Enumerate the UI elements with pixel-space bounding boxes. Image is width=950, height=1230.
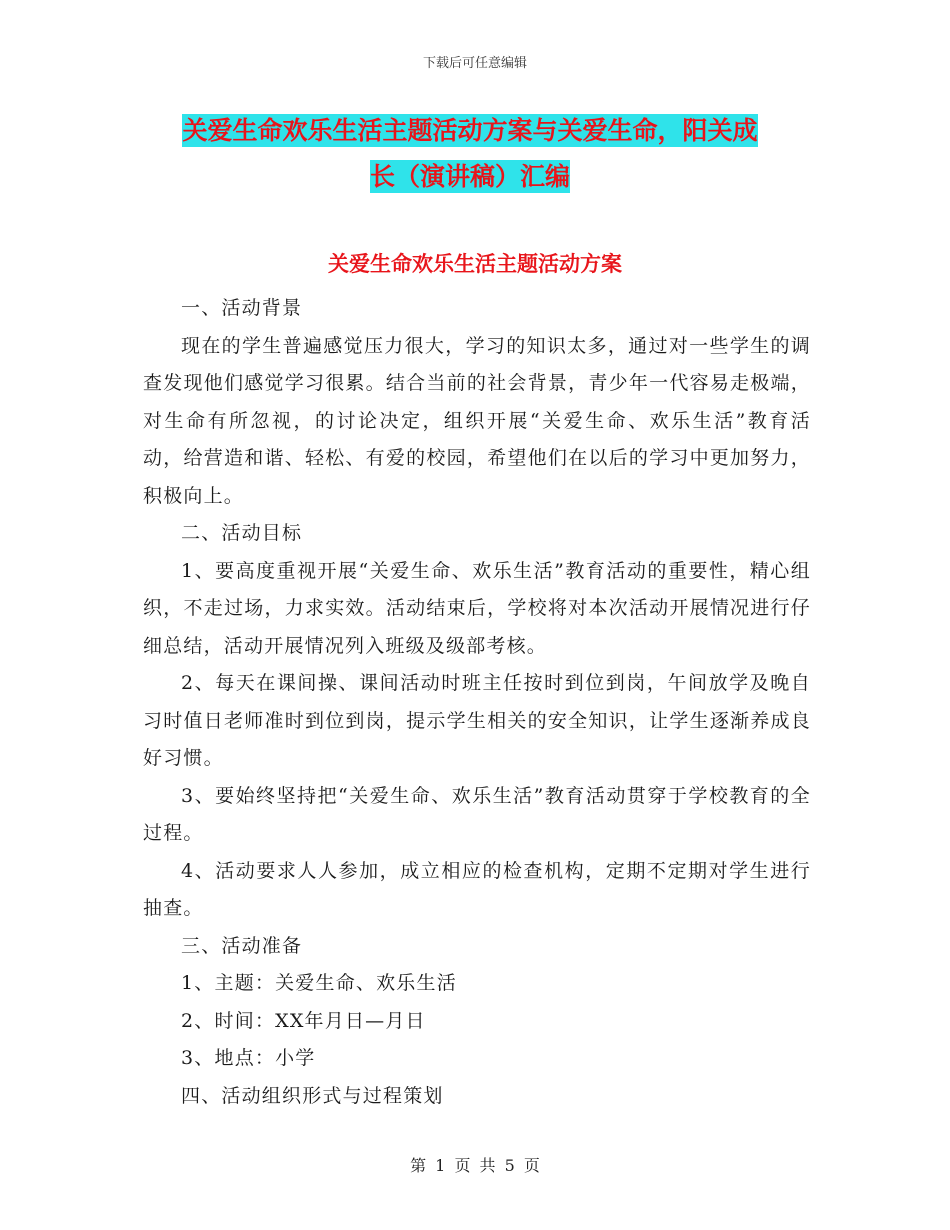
paragraph: 2、时间：XX年月日—月日 (181, 1009, 426, 1032)
paragraph: 1、主题：关爱生命、欢乐生活 (181, 972, 457, 994)
paragraph: 二、活动目标 (181, 522, 303, 544)
page-header-note: 下载后可任意编辑 (422, 56, 527, 71)
document-title (120, 108, 820, 200)
section-title: 关爱生命欢乐生活主题活动方案 (328, 252, 622, 276)
document-title-line-2: 长（演讲稿）汇编 (369, 162, 570, 191)
paragraph: 2、每天在课间操、课间活动时班主任按时到位到岗，午间放学及晚自习时值日老师准时到位到岗，提示学生相关的安全知识，让学生逐渐养成良好习惯。 (143, 672, 811, 769)
paragraph: 1、要高度重视开展“关爱生命、欢乐生活”教育活动的重要性，精心组织，不走过场，力求实效。活动结束后，学校将对本次活动开展情况进行仔细总结，活动开展情况列入班级及级部考核。 (143, 559, 811, 657)
paragraph: 4、活动要求人人参加，成立相应的检查机构，定期不定期对学生进行抽查。 (143, 859, 811, 919)
paragraph: 四、活动组织形式与过程策划 (181, 1084, 444, 1107)
paragraph: 三、活动准备 (181, 934, 303, 957)
paragraph: 3、地点：小学 (181, 1047, 316, 1069)
document-title-line-1: 关爱生命欢乐生活主题活动方案与关爱生命，阳关成 (182, 116, 758, 145)
paragraph: 一、活动背景 (181, 297, 303, 319)
paragraph: 现在的学生普遍感觉压力很大，学习的知识太多，通过对一些学生的调查发现他们感觉学习很累。结合当前的社会背景，青少年一代容易走极端，对生命有所忽视，的讨论决定，组织开展“关爱生命、欢乐生活”教育活动，给营造和谐、轻松、有爱的校园，希望他们在以后的学习中更加努力，积极向上。 (143, 334, 811, 507)
page-number-footer: 第 1 页 共 5 页 (410, 1156, 540, 1175)
document-body (143, 290, 811, 1115)
paragraph: 3、要始终坚持把“关爱生命、欢乐生活”教育活动贯穿于学校教育的全过程。 (143, 784, 811, 844)
